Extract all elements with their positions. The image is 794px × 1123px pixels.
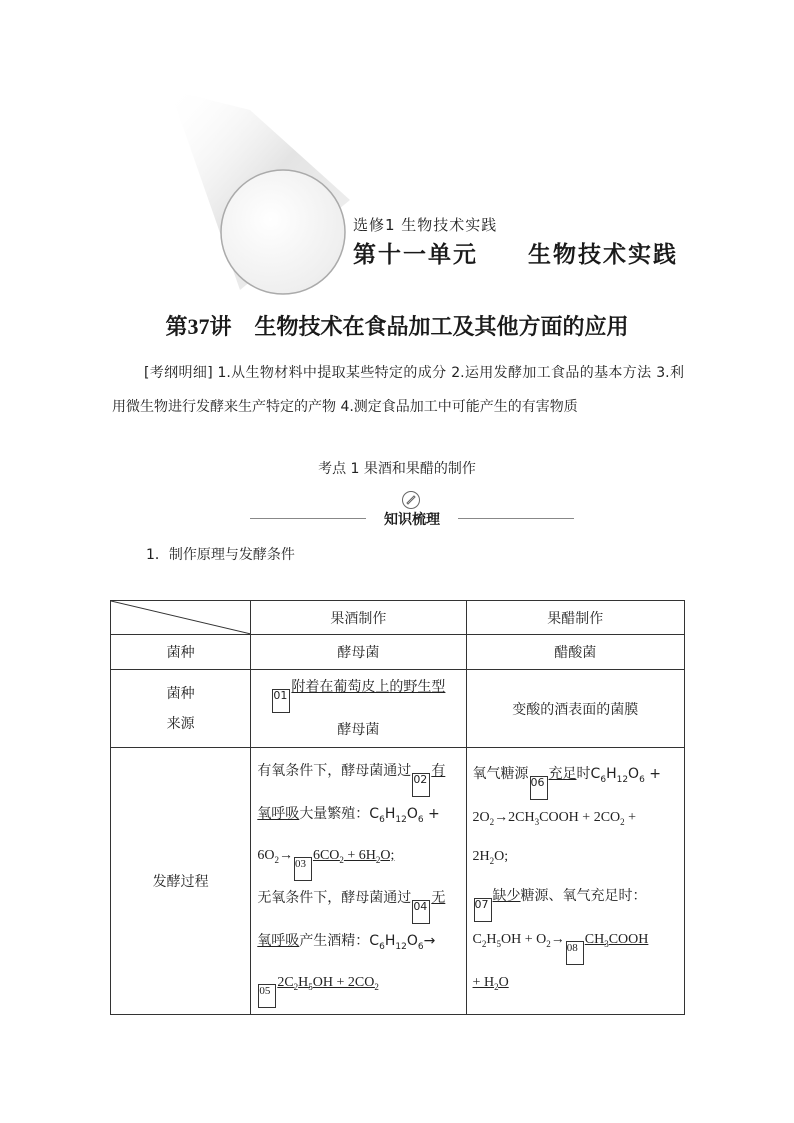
cell-vinegar-source: 变酸的酒表面的菌膜 bbox=[466, 670, 684, 748]
table-row bbox=[111, 670, 685, 748]
point-title: 考点 1 果酒和果醋的制作 bbox=[318, 461, 476, 477]
blank-number-box: 05 bbox=[258, 984, 276, 1008]
table-header-row bbox=[111, 601, 685, 635]
header-wine: 果酒制作 bbox=[251, 601, 466, 635]
row-label-process: 发酵过程 bbox=[111, 748, 251, 1015]
diagonal-corner-cell bbox=[111, 601, 251, 635]
table-row bbox=[111, 635, 685, 670]
cell-wine-strain: 酵母菌 bbox=[251, 635, 466, 670]
row-label-strain: 菌种 bbox=[111, 635, 251, 670]
lecture-number: 37 bbox=[187, 314, 210, 339]
unit-title: 第十一单元 生物技术实践 bbox=[353, 242, 679, 268]
cell-vinegar-process: 氧气糖源06充足时$C_6H_{12}O_6$ + $2O_2\to 2CH_3COOH + 2CO_2$ + $2H_2O$; 07缺少糖源、氧气充足时： $C_2H_5OH$ + $O_2\to 08CH_3COOH$ + $H_2O$ bbox=[466, 748, 684, 1015]
syllabus-paragraph: [考纲明细] 1.从生物材料中提取某些特定的成分 2.运用发酵加工食品的基本方法 3.利用微生物进行发酵来生产特定的产物 4.测定食品加工中可能产生的有害物质 bbox=[112, 365, 684, 415]
lecture-title: 第37讲 生物技术在食品加工及其他方面的应用 bbox=[165, 314, 629, 340]
cell-wine-source: 01附着在葡萄皮上的野生型 酵母菌 bbox=[251, 670, 466, 748]
blank-number-box: 06 bbox=[530, 776, 548, 800]
table-row bbox=[111, 748, 685, 1015]
item-title: 1．制作原理与发酵条件 bbox=[146, 547, 295, 563]
blank-number-box: 03 bbox=[294, 857, 312, 881]
cell-vinegar-strain: 醋酸菌 bbox=[466, 635, 684, 670]
series-title: 选修1 生物技术实践 bbox=[353, 216, 498, 234]
row-label-source: 菌种 来源 bbox=[111, 670, 251, 748]
cell-wine-process: 有氧条件下，酵母菌通过02有 氧呼吸大量繁殖：$C_6H_{12}O_6$ + $6O_2\to 036CO_2 + 6H_2O$; 无氧条件下，酵母菌通过04无 氧呼吸产生酒精：$C_6H_{12}O_6\to$ $052C_2H_5OH + 2CO_2$ bbox=[251, 748, 466, 1015]
section-header bbox=[250, 508, 574, 530]
diagonal-line bbox=[111, 601, 251, 634]
blank-number-box: 07 bbox=[474, 898, 492, 922]
answer-text: 附着在葡萄皮上 bbox=[291, 679, 390, 695]
blank-number-box: 01 bbox=[272, 689, 290, 713]
blank-number-box: 02 bbox=[412, 773, 430, 797]
blank-number-box: 08 bbox=[566, 941, 584, 965]
divider-right bbox=[458, 518, 574, 519]
fermentation-table bbox=[110, 600, 685, 1015]
header-vinegar: 果醋制作 bbox=[466, 601, 684, 635]
lecture-name: 生物技术在食品加工及其他方面的应用 bbox=[254, 314, 629, 340]
pencil-circle-icon bbox=[401, 490, 421, 510]
blank-number-box: 04 bbox=[412, 900, 430, 924]
section-label: 知识梳理 bbox=[384, 512, 440, 528]
